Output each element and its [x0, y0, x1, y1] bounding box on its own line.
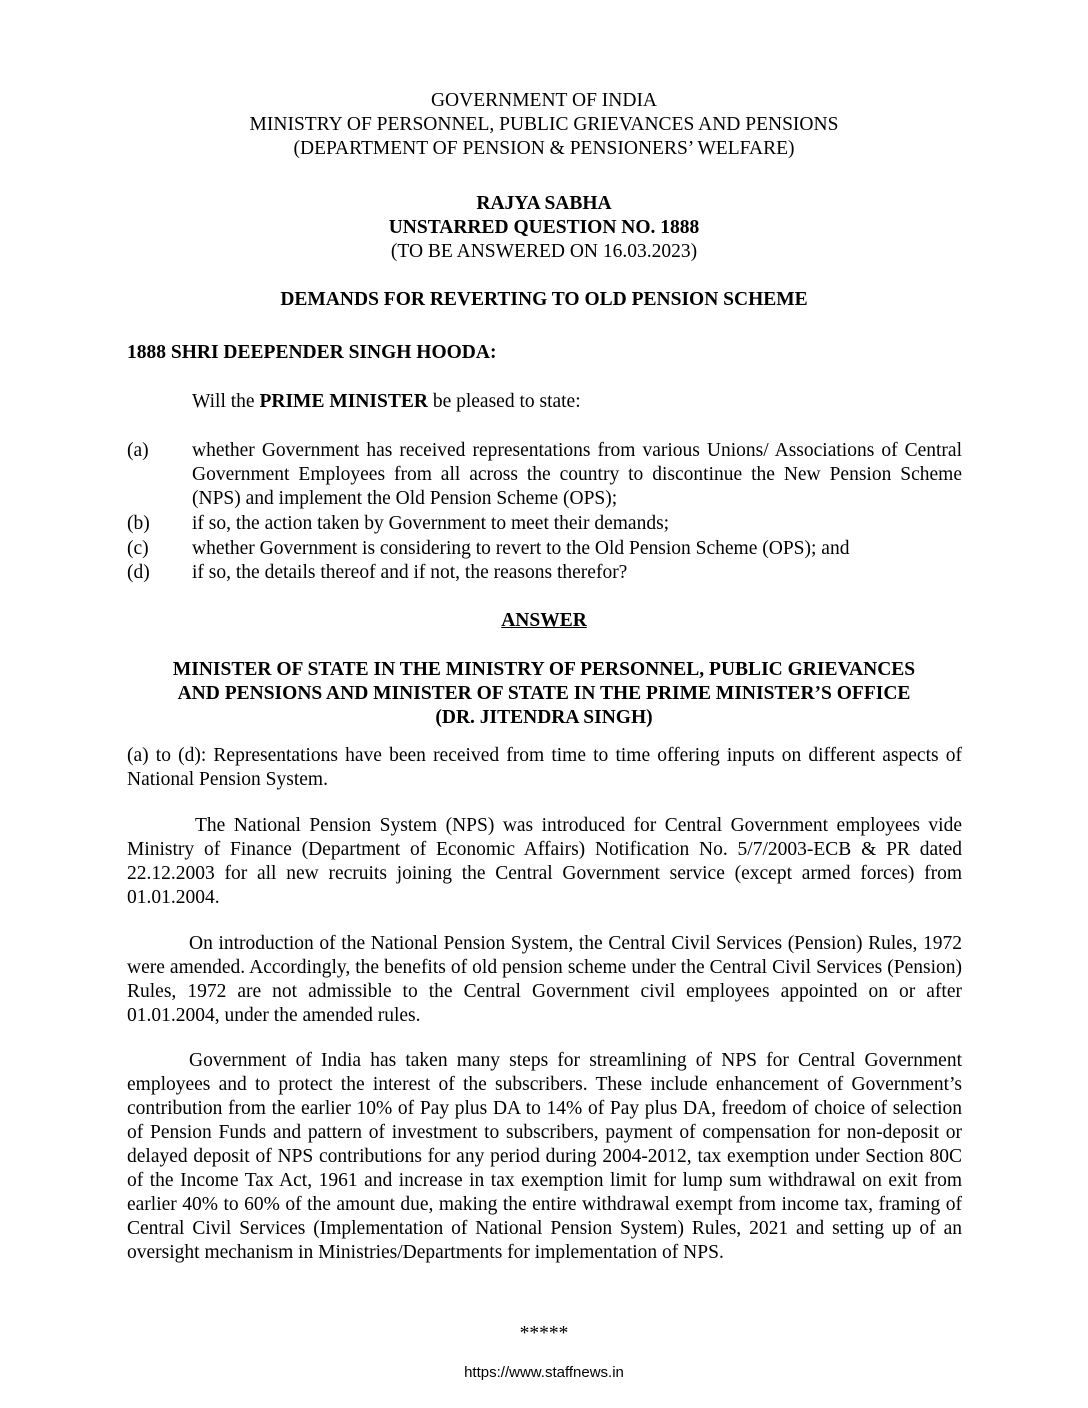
question-text: whether Government has received representations from various Unions/ Associations of Central Government Employees from all across the country to discontinue the New Pension Scheme (NPS) and implement the Old Pension Scheme (OPS);	[192, 440, 962, 509]
prompt-post: be pleased to state:	[427, 391, 581, 412]
answer-paragraph: On introduction of the National Pension System, the Central Civil Services (Pension) Rules, 1972 were amended. Accordingly, the benefits of old pension scheme under the Central Civil Services (Pension) Rules, 1972 are not admissible to the Central Government civil employees appointed on or after 01.01.2004, under the amended rules.	[127, 933, 962, 1026]
question-text: whether Government is considering to revert to the Old Pension Scheme (OPS); and	[192, 538, 850, 559]
end-mark: *****	[519, 1323, 569, 1344]
house-name: RAJYA SABHA	[476, 193, 612, 214]
question-number: UNSTARRED QUESTION NO. 1888	[388, 217, 700, 238]
answer-paragraph: The National Pension System (NPS) was introduced for Central Government employees vide Ministry of Finance (Department of Economic Affairs) Notification No. 5/7/2003-ECB & PR dated 22.12.2003 for all new recruits joining the Central Government service (except armed forces) from 01.01.2004.	[127, 815, 962, 908]
question-label: (b)	[127, 513, 150, 534]
subject-heading: DEMANDS FOR REVERTING TO OLD PENSION SCHEME	[280, 289, 808, 310]
header-ministry: MINISTRY OF PERSONNEL, PUBLIC GRIEVANCES AND PENSIONS	[249, 114, 839, 135]
minister-line-2: AND PENSIONS AND MINISTER OF STATE IN THE PRIME MINISTER’S OFFICE	[177, 683, 911, 704]
footer-url: https://www.staffnews.in	[464, 1364, 624, 1381]
question-label: (d)	[127, 562, 150, 583]
member-name: 1888 SHRI DEEPENDER SINGH HOODA:	[127, 342, 497, 363]
question-label: (c)	[127, 538, 149, 559]
answer-date: (TO BE ANSWERED ON 16.03.2023)	[390, 241, 698, 262]
question-text: if so, the action taken by Government to meet their demands;	[192, 513, 670, 534]
answer-heading: ANSWER	[501, 610, 587, 631]
question-prompt	[192, 390, 581, 414]
prompt-addressee: PRIME MINISTER	[259, 391, 428, 412]
answer-paragraph: Government of India has taken many steps for streamlining of NPS for Central Government employees and to protect the interest of the subscribers. These include enhancement of Government’s contribution from the earlier 10% of Pay plus DA to 14% of Pay plus DA, freedom of choice of selection of Pension Funds and pattern of investment to subscribers, payment of compensation for non-deposit or delayed deposit of NPS contributions for any period during 2004-2012, tax exemption under Section 80C of the Income Tax Act, 1961 and increase in tax exemption limit for lump sum withdrawal on exit from earlier 40% to 60% of the amount due, making the entire withdrawal exempt from income tax, framing of Central Civil Services (Implementation of National Pension System) Rules, 2021 and setting up of an oversight mechanism in Ministries/Departments for implementation of NPS.	[127, 1050, 962, 1263]
question-text: if so, the details thereof and if not, the reasons therefor?	[192, 562, 628, 583]
minister-line-1: MINISTER OF STATE IN THE MINISTRY OF PERSONNEL, PUBLIC GRIEVANCES	[172, 659, 916, 680]
header-department: (DEPARTMENT OF PENSION & PENSIONERS’ WELFARE)	[293, 138, 795, 159]
prompt-pre: Will the	[192, 391, 260, 412]
question-label: (a)	[127, 440, 149, 461]
header-government: GOVERNMENT OF INDIA	[430, 90, 658, 111]
minister-name: (DR. JITENDRA SINGH)	[435, 707, 653, 728]
answer-paragraph: (a) to (d): Representations have been received from time to time offering inputs on different aspects of National Pension System.	[127, 745, 962, 790]
